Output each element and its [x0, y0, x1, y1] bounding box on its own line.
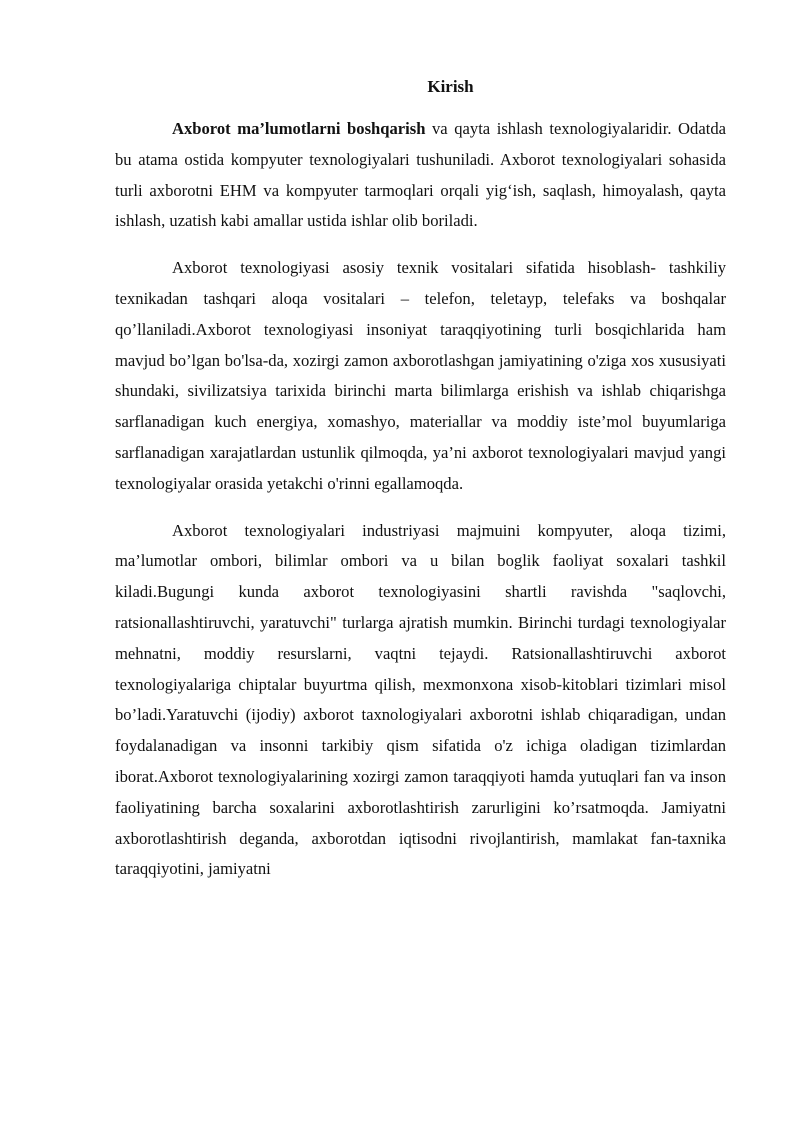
paragraph-1-text: va qayta ishlash texnologiyalaridir. Odatda bu atama ostida kompyuter texnologiyalari tushuniladi. Axborot texnologiyalari sohasida turli axborotni EHM va kompyuter tarmoqlari orqali yig‘ish, saqlash, himoyalash, qayta ishlash, uzatish kabi amallar ustida ishlar olib boriladi. — [115, 119, 726, 231]
document-title: Kirish — [427, 77, 474, 96]
paragraph-1 — [115, 114, 726, 237]
paragraph-2: Axborot texnologiyasi asosiy texnik vositalari sifatida hisoblash- tashkiliy texnikadan tashqari aloqa vositalari – telefon, teletayp, telefaks va boshqalar qo’llaniladi.Axborot texnologiyasi insoniyat taraqqiyotining turli bosqichlarida ham mavjud bo’lgan bo'lsa-da, xozirgi zamon axborotlashgan jamiyatining o'ziga xos xususiyati shundaki, sivilizatsiya tarixida birinchi marta bilimlarga erishish va ishlab chiqarishga sarflanadigan kuch energiya, xomashyo, materiallar va moddiy iste’mol buyumlariga sarflanadigan xarajatlardan ustunlik qilmoqda, ya’ni axborot texnologiyalari mavjud yangi texnologiyalar orasida yetakchi o'rinni egallamoqda. — [115, 258, 726, 493]
paragraph-1-bold-lead: Axborot ma’lumotlarni boshqarish — [172, 119, 426, 138]
document-page — [115, 72, 726, 901]
paragraph-3: Axborot texnologiyalari industriyasi majmuini kompyuter, aloqa tizimi, ma’lumotlar ombori, bilimlar ombori va u bilan boglik faoliyat soxalari tashkil kiladi.Bugungi kunda axborot texnologiyasini shartli ravishda "saqlovchi, ratsionallashtiruvchi, yaratuvchi" turlarga ajratish mumkin. Birinchi turdagi texnologiyalar mehnatni, moddiy resurslarni, vaqtni tejaydi. Ratsionallashtiruvchi axborot texnologiyalariga chiptalar buyurtma qilish, mexmonxona xisob-kitoblari tizimlari misol bo’ladi.Yaratuvchi (ijodiy) axborot taxnologiyalari axborotni ishlab chiqaradigan, undan foydalanadigan va insonni tarkibiy qism sifatida o'z ichiga oladigan tizimlardan iborat.Axborot texnologiyalarining xozirgi zamon taraqqiyoti hamda yutuqlari fan va inson faoliyatining barcha soxalarini axborotlashtirish zarurligini ko’rsatmoqda. Jamiyatni axborotlashtirish deganda, axborotdan iqtisodni rivojlantirish, mamlakat fan-taxnika taraqqiyotini, jamiyatni — [115, 520, 726, 879]
